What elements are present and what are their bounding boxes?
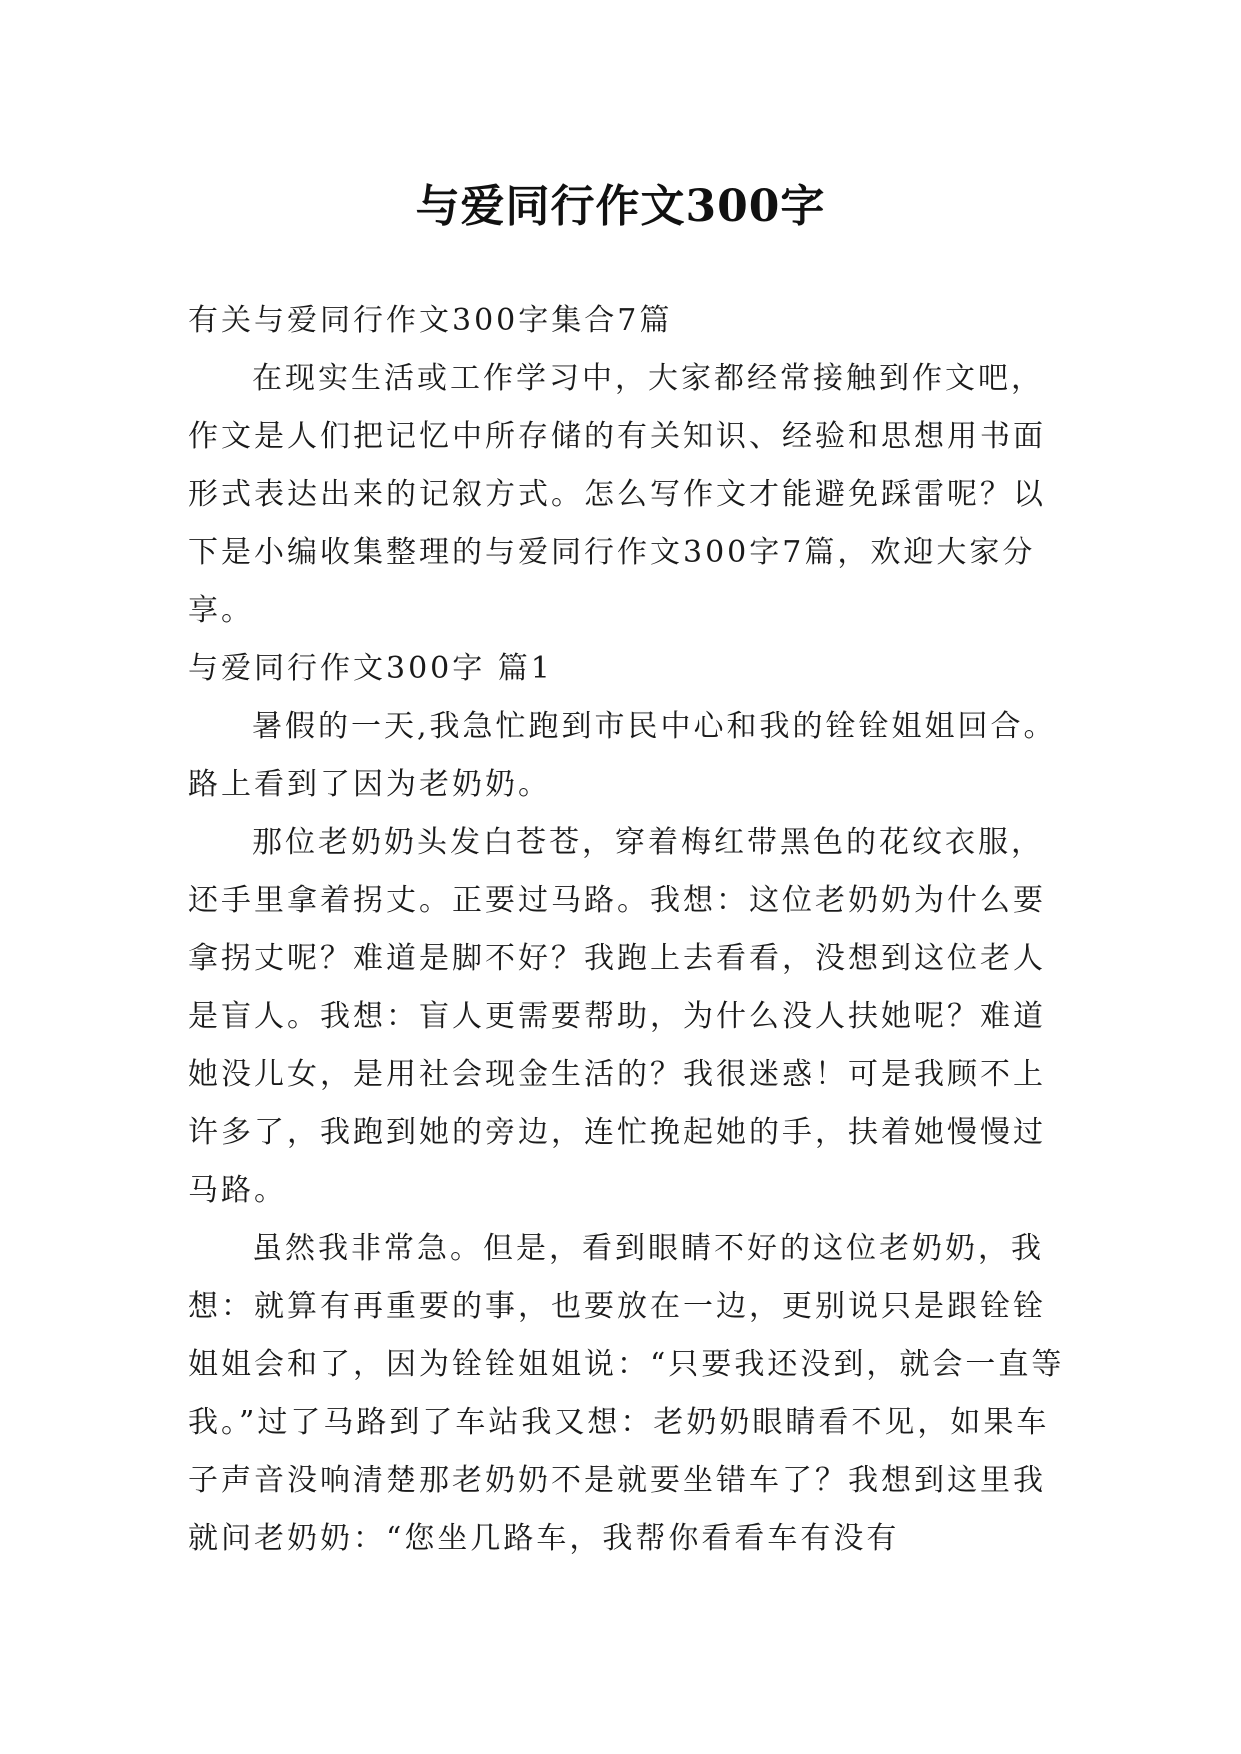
body-paragraph: 虽然我非常急。但是，看到眼睛不好的这位老奶奶，我想：就算有再重要的事，也要放在一边，更别说只是跟铨铨姐姐会和了，因为铨铨姐姐说：“只要我还没到，就会一直等我。”过了马路到了车站我又想：老奶奶眼睛看不见，如果车子声音没响清楚那老奶奶不是就要坐错车了？我想到这里我就问老奶奶：“您坐几路车，我帮你看看车有没有 (188, 1231, 1065, 1556)
body-paragraph: 暑假的一天,我急忙跑到市民中心和我的铨铨姐姐回合。路上看到了因为老奶奶。 (188, 709, 1057, 802)
intro-paragraph: 在现实生活或工作学习中，大家都经常接触到作文吧，作文是人们把记忆中所存储的有关知识、经验和思想用书面形式表达出来的记叙方式。怎么写作文才能避免踩雷呢？以下是小编收集整理的与爱同行作文300字7篇，欢迎大家分享。 (188, 361, 1046, 628)
document-subtitle: 有关与爱同行作文300字集合7篇 (188, 303, 673, 338)
document-body (188, 292, 1068, 1568)
body-paragraph: 那位老奶奶头发白苍苍，穿着梅红带黑色的花纹衣服，还手里拿着拐丈。正要过马路。我想：这位老奶奶为什么要拿拐丈呢？难道是脚不好？我跑上去看看，没想到这位老人是盲人。我想：盲人更需要帮助，为什么没人扶她呢？难道她没儿女，是用社会现金生活的？我很迷惑！可是我顾不上许多了，我跑到她的旁边，连忙挽起她的手，扶着她慢慢过马路。 (188, 825, 1046, 1208)
section-heading: 与爱同行作文300字 篇1 (188, 651, 553, 686)
document-title: 与爱同行作文300字 (415, 181, 826, 233)
